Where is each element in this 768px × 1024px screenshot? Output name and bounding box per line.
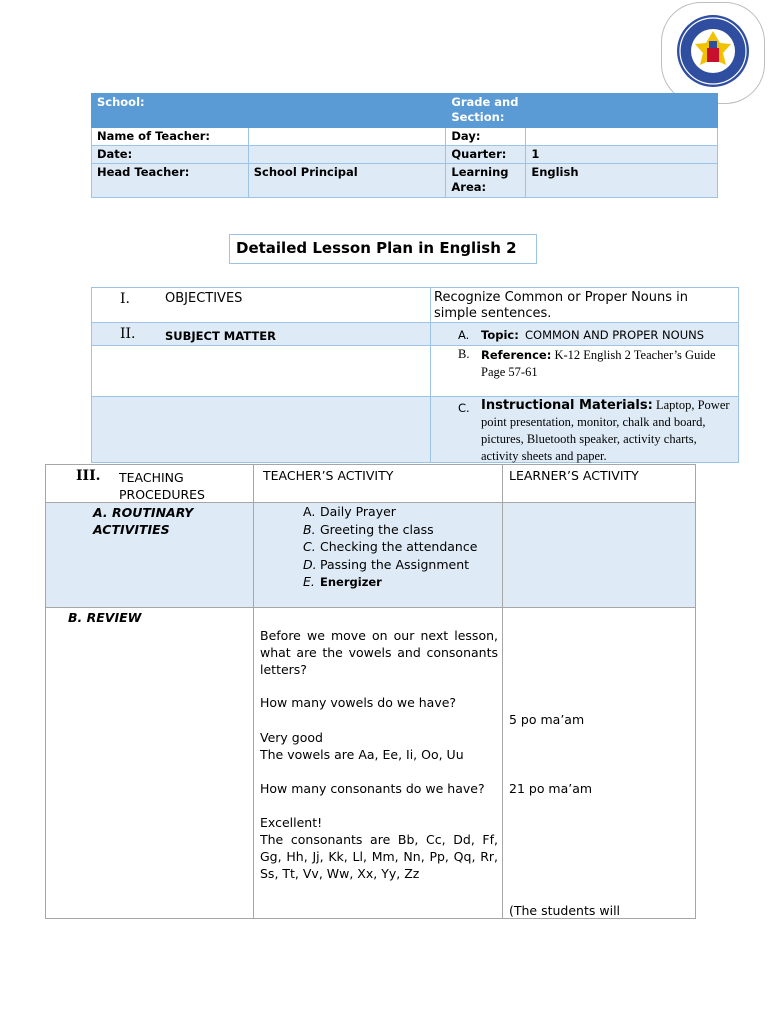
header-info-table [91, 93, 718, 198]
reference-text [481, 347, 735, 381]
learner-activity-head-cell [502, 464, 696, 503]
reference-cell [430, 345, 739, 397]
routinary-item-text: Greeting the class [320, 521, 434, 537]
review-label: B. REVIEW [68, 610, 142, 625]
day-value [526, 128, 718, 146]
review-question-3: How many consonants do we have? [260, 781, 485, 796]
routinary-item [303, 573, 477, 592]
review-praise-2: Excellent! [260, 815, 323, 830]
routinary-item-letter: B. [303, 521, 316, 537]
procedures-label-cell [45, 464, 254, 503]
topic-value: COMMON AND PROPER NOUNS [525, 328, 705, 342]
review-answer-2: 21 po ma’am [509, 781, 593, 796]
routinary-item [303, 556, 477, 574]
subject-matter-label-cell [91, 322, 431, 346]
routinary-item-text: Passing the Assignment [320, 556, 470, 572]
date-value [248, 146, 446, 164]
school-label: School: [92, 94, 249, 128]
review-consonants: The consonants are Bb, Cc, Dd, Ff, Gg, Hh, Jj, Kk, Ll, Mm, Nn, Pp, Qq, Rr, Ss, Tt, Vv, Ww, Xx, Yy, Zz [260, 832, 498, 881]
page-title: Detailed Lesson Plan in English 2 [229, 234, 537, 264]
topic-label: Topic: [481, 328, 519, 342]
review-label-cell [45, 607, 254, 919]
head-teacher-label: Head Teacher: [92, 164, 249, 198]
reference-label-cell [91, 345, 431, 397]
teacher-activity-head-cell [253, 464, 503, 503]
head-teacher-value: School Principal [248, 164, 446, 198]
review-teacher-cell [253, 607, 503, 919]
day-label: Day: [446, 128, 526, 146]
teacher-activity-head: TEACHER’S ACTIVITY [263, 468, 394, 483]
materials-text [481, 397, 735, 465]
deped-seal [661, 2, 765, 104]
procedures-number: III. [76, 468, 101, 484]
reference-label: Reference: [481, 348, 552, 362]
materials-letter: C. [458, 401, 470, 415]
materials-label: Instructional Materials: [481, 398, 653, 413]
review-praise-1: Very good [260, 730, 323, 745]
subject-number: II. [120, 326, 136, 342]
routinary-item [303, 538, 477, 556]
routinary-item-text: Checking the attendance [320, 539, 478, 554]
objectives-label: OBJECTIVES [165, 291, 243, 306]
routinary-item-letter: E. [303, 574, 315, 589]
school-value [248, 94, 446, 128]
routinary-item-letter: A. [303, 504, 316, 519]
routinary-item-text: Energizer [320, 575, 382, 589]
objectives-text: Recognize Common or Proper Nouns in simple sentences. [434, 290, 688, 321]
learner-activity-head: LEARNER’S ACTIVITY [509, 468, 639, 483]
routinary-item [303, 521, 477, 539]
routinary-teacher-cell [253, 502, 503, 608]
procedures-table [45, 464, 696, 919]
teacher-label: Name of Teacher: [92, 128, 249, 146]
grade-value [526, 94, 718, 128]
subject-label: SUBJECT MATTER [165, 329, 276, 343]
routinary-list [303, 503, 477, 592]
topic-cell [430, 322, 739, 346]
routinary-item-letter: D. [303, 556, 317, 572]
review-learner-cell [502, 607, 696, 919]
quarter-value: 1 [526, 146, 718, 164]
learning-area-label: Learning Area: [446, 164, 526, 198]
objectives-number: I. [120, 291, 130, 307]
routinary-item-text: Daily Prayer [320, 504, 396, 519]
objectives-section [91, 287, 739, 463]
reference-letter: B. [458, 347, 470, 361]
routinary-learner-cell [502, 502, 696, 608]
review-answer-1: 5 po ma’am [509, 712, 585, 727]
learning-area-value: English [526, 164, 718, 198]
review-question-2: How many vowels do we have? [260, 695, 457, 710]
review-question-1: Before we move on our next lesson, what are the vowels and consonants letters? [260, 628, 498, 677]
review-vowels: The vowels are Aa, Ee, Ii, Oo, Uu [260, 747, 464, 762]
routinary-item [303, 503, 477, 521]
routinary-item-letter: C. [303, 539, 316, 554]
objectives-text-cell [430, 287, 739, 323]
objectives-label-cell [91, 287, 431, 323]
materials-cell [430, 396, 739, 463]
date-label: Date: [92, 146, 249, 164]
quarter-label: Quarter: [446, 146, 526, 164]
topic-letter: A. [458, 328, 470, 342]
teacher-value [248, 128, 446, 146]
grade-label: Grade and Section: [446, 94, 526, 128]
materials-label-cell [91, 396, 431, 463]
procedures-label: TEACHING PROCEDURES [119, 470, 205, 502]
routinary-label-cell [45, 502, 254, 608]
reference-value: K-12 English 2 Teacher’s Guide Page 57-61 [481, 348, 716, 379]
review-answer-3: (The students will [509, 903, 621, 918]
routinary-label: A. ROUTINARY ACTIVITIES [93, 505, 194, 537]
materials-value: Laptop, Power point presentation, monitor, chalk and board, pictures, Bluetooth speaker, activity charts, activity sheets and paper. [481, 398, 730, 463]
